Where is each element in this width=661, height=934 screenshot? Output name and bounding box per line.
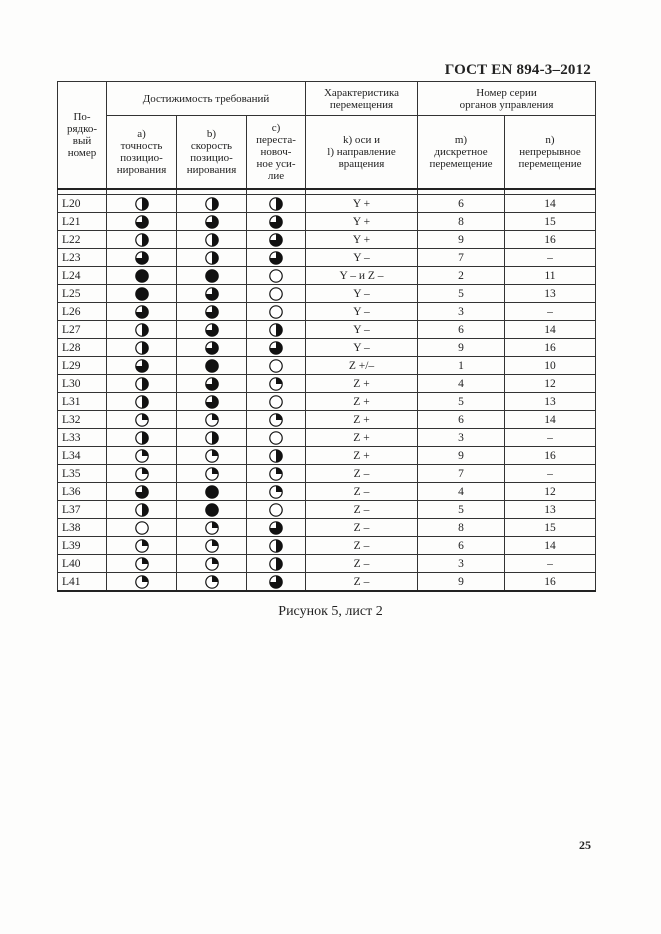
discrete-series: 7 <box>418 465 505 483</box>
force-symbol <box>269 341 283 355</box>
continuous-series: 14 <box>505 321 596 339</box>
force-symbol <box>269 557 283 571</box>
axis-direction: Z – <box>306 465 418 483</box>
discrete-series: 4 <box>418 375 505 393</box>
accuracy-symbol-cell <box>107 285 177 303</box>
force-symbol-cell <box>247 411 306 429</box>
table-row <box>58 411 596 429</box>
discrete-series: 9 <box>418 447 505 465</box>
accuracy-symbol-cell <box>107 339 177 357</box>
speed-symbol-cell <box>177 411 247 429</box>
speed-symbol <box>205 467 219 481</box>
accuracy-symbol-cell <box>107 249 177 267</box>
row-number: L38 <box>58 519 107 537</box>
speed-symbol <box>205 269 219 283</box>
table-row <box>58 573 596 592</box>
continuous-series: 16 <box>505 573 596 592</box>
force-symbol <box>269 323 283 337</box>
force-symbol-cell <box>247 465 306 483</box>
speed-symbol-cell <box>177 231 247 249</box>
accuracy-symbol <box>135 575 149 589</box>
force-symbol-cell <box>247 195 306 213</box>
speed-symbol <box>205 287 219 301</box>
force-symbol-cell <box>247 231 306 249</box>
speed-symbol-cell <box>177 537 247 555</box>
speed-symbol-cell <box>177 483 247 501</box>
row-number: L23 <box>58 249 107 267</box>
discrete-series: 9 <box>418 339 505 357</box>
row-number: L40 <box>58 555 107 573</box>
table-row <box>58 555 596 573</box>
table-row <box>58 393 596 411</box>
axis-direction: Z + <box>306 375 418 393</box>
force-symbol <box>269 449 283 463</box>
header-order-number: По- рядко- вый номер <box>58 82 107 190</box>
axis-direction: Z – <box>306 555 418 573</box>
axis-direction: Z – <box>306 501 418 519</box>
discrete-series: 8 <box>418 519 505 537</box>
speed-symbol <box>205 521 219 535</box>
axis-direction: Y – <box>306 285 418 303</box>
accuracy-symbol-cell <box>107 357 177 375</box>
table-row <box>58 267 596 285</box>
speed-symbol <box>205 485 219 499</box>
table-row <box>58 447 596 465</box>
row-number: L24 <box>58 267 107 285</box>
accuracy-symbol <box>135 395 149 409</box>
accuracy-symbol-cell <box>107 429 177 447</box>
accuracy-symbol <box>135 557 149 571</box>
speed-symbol-cell <box>177 213 247 231</box>
continuous-series: 12 <box>505 375 596 393</box>
continuous-series: 12 <box>505 483 596 501</box>
force-symbol <box>269 431 283 445</box>
discrete-series: 5 <box>418 501 505 519</box>
continuous-series: 14 <box>505 195 596 213</box>
row-number: L20 <box>58 195 107 213</box>
force-symbol <box>269 215 283 229</box>
speed-symbol-cell <box>177 465 247 483</box>
speed-symbol-cell <box>177 501 247 519</box>
speed-symbol-cell <box>177 285 247 303</box>
speed-symbol <box>205 233 219 247</box>
accuracy-symbol-cell <box>107 573 177 592</box>
accuracy-symbol <box>135 323 149 337</box>
force-symbol <box>269 395 283 409</box>
row-number: L32 <box>58 411 107 429</box>
accuracy-symbol <box>135 449 149 463</box>
speed-symbol <box>205 413 219 427</box>
force-symbol-cell <box>247 249 306 267</box>
table-row <box>58 429 596 447</box>
row-number: L39 <box>58 537 107 555</box>
accuracy-symbol <box>135 215 149 229</box>
force-symbol <box>269 305 283 319</box>
row-number: L27 <box>58 321 107 339</box>
accuracy-symbol <box>135 413 149 427</box>
row-number: L25 <box>58 285 107 303</box>
speed-symbol <box>205 395 219 409</box>
header-axes-direction: k) оси и l) направление вращения <box>306 116 418 190</box>
force-symbol-cell <box>247 375 306 393</box>
force-symbol-cell <box>247 339 306 357</box>
accuracy-symbol <box>135 377 149 391</box>
discrete-series: 2 <box>418 267 505 285</box>
speed-symbol <box>205 323 219 337</box>
header-discrete: m) дискретное перемещение <box>418 116 505 190</box>
accuracy-symbol-cell <box>107 393 177 411</box>
accuracy-symbol-cell <box>107 519 177 537</box>
discrete-series: 8 <box>418 213 505 231</box>
axis-direction: Z + <box>306 411 418 429</box>
speed-symbol-cell <box>177 195 247 213</box>
axis-direction: Y – <box>306 249 418 267</box>
continuous-series: – <box>505 249 596 267</box>
table-row <box>58 321 596 339</box>
discrete-series: 5 <box>418 285 505 303</box>
speed-symbol-cell <box>177 249 247 267</box>
discrete-series: 1 <box>418 357 505 375</box>
table-row <box>58 537 596 555</box>
speed-symbol-cell <box>177 321 247 339</box>
controls-table <box>57 81 596 592</box>
accuracy-symbol-cell <box>107 321 177 339</box>
discrete-series: 3 <box>418 555 505 573</box>
force-symbol <box>269 467 283 481</box>
table-row <box>58 501 596 519</box>
accuracy-symbol <box>135 251 149 265</box>
axis-direction: Y + <box>306 213 418 231</box>
speed-symbol <box>205 449 219 463</box>
force-symbol-cell <box>247 483 306 501</box>
accuracy-symbol <box>135 341 149 355</box>
row-number: L33 <box>58 429 107 447</box>
continuous-series: – <box>505 555 596 573</box>
speed-symbol <box>205 377 219 391</box>
force-symbol <box>269 521 283 535</box>
accuracy-symbol <box>135 539 149 553</box>
speed-symbol <box>205 539 219 553</box>
discrete-series: 6 <box>418 321 505 339</box>
discrete-series: 9 <box>418 231 505 249</box>
row-number: L31 <box>58 393 107 411</box>
accuracy-symbol-cell <box>107 537 177 555</box>
speed-symbol-cell <box>177 303 247 321</box>
table-row <box>58 231 596 249</box>
accuracy-symbol <box>135 269 149 283</box>
row-number: L26 <box>58 303 107 321</box>
header-movement: Характеристика перемещения <box>306 82 418 116</box>
force-symbol-cell <box>247 321 306 339</box>
axis-direction: Y – <box>306 321 418 339</box>
accuracy-symbol <box>135 233 149 247</box>
accuracy-symbol-cell <box>107 501 177 519</box>
table-row <box>58 195 596 213</box>
force-symbol <box>269 287 283 301</box>
discrete-series: 6 <box>418 411 505 429</box>
table-row <box>58 357 596 375</box>
force-symbol-cell <box>247 303 306 321</box>
force-symbol-cell <box>247 501 306 519</box>
accuracy-symbol-cell <box>107 483 177 501</box>
row-number: L28 <box>58 339 107 357</box>
force-symbol-cell <box>247 555 306 573</box>
speed-symbol-cell <box>177 555 247 573</box>
force-symbol <box>269 197 283 211</box>
accuracy-symbol-cell <box>107 267 177 285</box>
force-symbol-cell <box>247 357 306 375</box>
axis-direction: Z + <box>306 393 418 411</box>
discrete-series: 3 <box>418 429 505 447</box>
continuous-series: – <box>505 303 596 321</box>
row-number: L37 <box>58 501 107 519</box>
header-continuous: n) непрерывное перемещение <box>505 116 596 190</box>
force-symbol <box>269 485 283 499</box>
continuous-series: 15 <box>505 519 596 537</box>
speed-symbol <box>205 341 219 355</box>
discrete-series: 5 <box>418 393 505 411</box>
accuracy-symbol <box>135 431 149 445</box>
table-row <box>58 483 596 501</box>
axis-direction: Z + <box>306 429 418 447</box>
force-symbol-cell <box>247 519 306 537</box>
row-number: L30 <box>58 375 107 393</box>
table-row <box>58 303 596 321</box>
accuracy-symbol-cell <box>107 411 177 429</box>
row-number: L22 <box>58 231 107 249</box>
axis-direction: Y – и Z – <box>306 267 418 285</box>
axis-direction: Z – <box>306 573 418 592</box>
row-number: L21 <box>58 213 107 231</box>
continuous-series: 13 <box>505 393 596 411</box>
force-symbol <box>269 377 283 391</box>
accuracy-symbol-cell <box>107 447 177 465</box>
continuous-series: 13 <box>505 285 596 303</box>
discrete-series: 4 <box>418 483 505 501</box>
continuous-series: 16 <box>505 339 596 357</box>
document-code: ГОСТ EN 894-3–2012 <box>444 62 591 78</box>
table-row <box>58 375 596 393</box>
accuracy-symbol-cell <box>107 303 177 321</box>
axis-direction: Z + <box>306 447 418 465</box>
row-number: L41 <box>58 573 107 592</box>
force-symbol-cell <box>247 429 306 447</box>
force-symbol <box>269 413 283 427</box>
header-accuracy: a) точность позицио- нирования <box>107 116 177 190</box>
continuous-series: 13 <box>505 501 596 519</box>
speed-symbol <box>205 359 219 373</box>
force-symbol-cell <box>247 537 306 555</box>
axis-direction: Z +/– <box>306 357 418 375</box>
accuracy-symbol-cell <box>107 375 177 393</box>
continuous-series: 14 <box>505 411 596 429</box>
speed-symbol <box>205 503 219 517</box>
force-symbol-cell <box>247 267 306 285</box>
speed-symbol <box>205 557 219 571</box>
discrete-series: 6 <box>418 537 505 555</box>
force-symbol <box>269 251 283 265</box>
speed-symbol <box>205 575 219 589</box>
table-row <box>58 249 596 267</box>
continuous-series: – <box>505 465 596 483</box>
axis-direction: Z – <box>306 537 418 555</box>
force-symbol <box>269 503 283 517</box>
force-symbol-cell <box>247 393 306 411</box>
accuracy-symbol-cell <box>107 465 177 483</box>
table-row <box>58 285 596 303</box>
continuous-series: 16 <box>505 447 596 465</box>
row-number: L29 <box>58 357 107 375</box>
force-symbol <box>269 359 283 373</box>
page-number: 25 <box>579 838 591 852</box>
speed-symbol <box>205 305 219 319</box>
header-series: Номер серии органов управления <box>418 82 596 116</box>
continuous-series: – <box>505 429 596 447</box>
speed-symbol-cell <box>177 429 247 447</box>
accuracy-symbol <box>135 521 149 535</box>
force-symbol <box>269 233 283 247</box>
table-row <box>58 339 596 357</box>
force-symbol-cell <box>247 285 306 303</box>
continuous-series: 10 <box>505 357 596 375</box>
header-achievability: Достижимость требований <box>107 82 306 116</box>
table-row <box>58 465 596 483</box>
continuous-series: 11 <box>505 267 596 285</box>
discrete-series: 3 <box>418 303 505 321</box>
accuracy-symbol <box>135 305 149 319</box>
accuracy-symbol <box>135 197 149 211</box>
force-symbol-cell <box>247 573 306 592</box>
axis-direction: Y + <box>306 231 418 249</box>
accuracy-symbol-cell <box>107 555 177 573</box>
axis-direction: Y + <box>306 195 418 213</box>
continuous-series: 14 <box>505 537 596 555</box>
axis-direction: Y – <box>306 303 418 321</box>
accuracy-symbol <box>135 485 149 499</box>
table-row <box>58 213 596 231</box>
table-row <box>58 519 596 537</box>
speed-symbol-cell <box>177 357 247 375</box>
axis-direction: Z – <box>306 483 418 501</box>
speed-symbol <box>205 197 219 211</box>
speed-symbol-cell <box>177 519 247 537</box>
force-symbol <box>269 539 283 553</box>
row-number: L35 <box>58 465 107 483</box>
accuracy-symbol <box>135 359 149 373</box>
force-symbol <box>269 269 283 283</box>
continuous-series: 15 <box>505 213 596 231</box>
discrete-series: 9 <box>418 573 505 592</box>
header-force: c) переста- новоч- ное уси- лие <box>247 116 306 190</box>
figure-caption: Рисунок 5, лист 2 <box>278 604 383 619</box>
axis-direction: Z – <box>306 519 418 537</box>
speed-symbol-cell <box>177 375 247 393</box>
speed-symbol-cell <box>177 339 247 357</box>
axis-direction: Y – <box>306 339 418 357</box>
accuracy-symbol <box>135 287 149 301</box>
row-number: L34 <box>58 447 107 465</box>
accuracy-symbol-cell <box>107 195 177 213</box>
row-number: L36 <box>58 483 107 501</box>
accuracy-symbol <box>135 467 149 481</box>
speed-symbol-cell <box>177 393 247 411</box>
speed-symbol <box>205 251 219 265</box>
force-symbol <box>269 575 283 589</box>
speed-symbol-cell <box>177 573 247 592</box>
speed-symbol <box>205 215 219 229</box>
force-symbol-cell <box>247 447 306 465</box>
speed-symbol <box>205 431 219 445</box>
accuracy-symbol-cell <box>107 213 177 231</box>
continuous-series: 16 <box>505 231 596 249</box>
accuracy-symbol <box>135 503 149 517</box>
header-speed: b) скорость позицио- нирования <box>177 116 247 190</box>
discrete-series: 7 <box>418 249 505 267</box>
accuracy-symbol-cell <box>107 231 177 249</box>
speed-symbol-cell <box>177 447 247 465</box>
force-symbol-cell <box>247 213 306 231</box>
discrete-series: 6 <box>418 195 505 213</box>
speed-symbol-cell <box>177 267 247 285</box>
